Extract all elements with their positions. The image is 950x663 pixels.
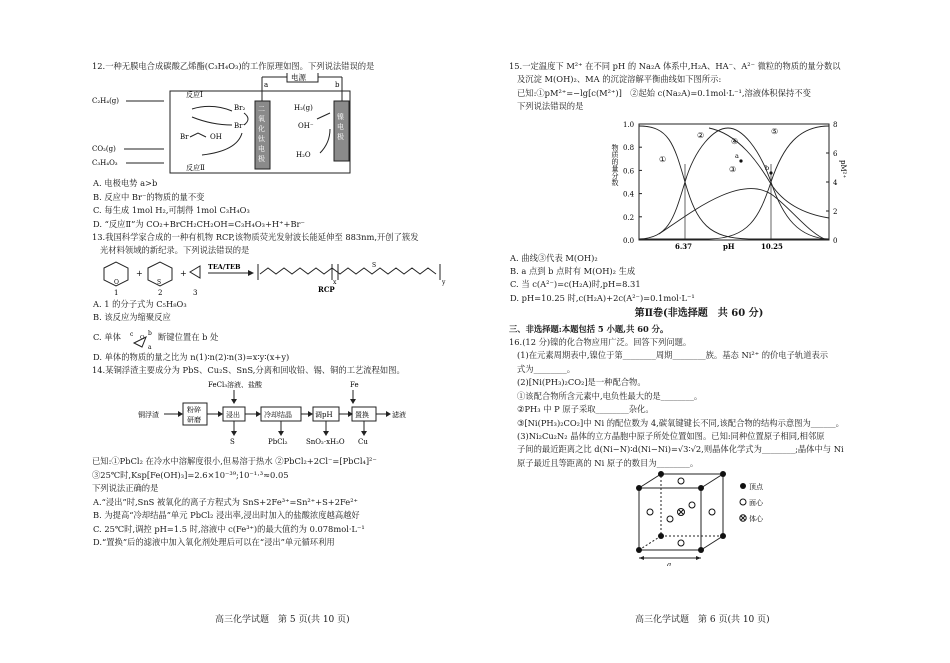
oh-label: OH: [210, 133, 222, 142]
x-tick-label: 10.25: [761, 241, 783, 251]
unit-cell: [509, 470, 889, 566]
section-title: 第Ⅱ卷(非选择题 共 60 分): [634, 308, 764, 320]
oh-ion-label: OH⁻: [298, 122, 314, 131]
mol1-number: 1: [114, 288, 119, 297]
part3-heading: 三、非选择题:本题包括 5 小题,共 60 分。: [509, 323, 669, 334]
q15-option-c: C. 当 c(A²⁻)=c(H₂A)时,pH=8.31: [510, 279, 641, 290]
q16-line-6: ②PH₃ 中 P 原子采取________杂化。: [517, 404, 654, 415]
svg-text:y: y: [442, 278, 446, 286]
q14-known-1: 已知:①PbCl₂ 在冷水中溶解度很小,但易溶于热水 ②PbCl₂+2Cl⁻=[PbCl₄]²⁻: [92, 456, 377, 467]
step-displace: 置换: [355, 411, 369, 420]
curve-label: ②: [697, 130, 705, 140]
y-right-axis-label: pM²⁺: [839, 159, 847, 178]
svg-text:S: S: [372, 261, 377, 269]
svg-text:O: O: [140, 334, 145, 341]
left-electrode-char: 电: [258, 145, 265, 154]
q16-line-9: 子间的最近距离之比 d(Ni−N)∶d(Ni−Ni)=√3∶√2,则晶体化学式为________;晶体中与 Ni: [517, 444, 844, 455]
svg-text:x: x: [333, 278, 337, 286]
unit-cell-figure: [509, 470, 889, 566]
rcp-label: RCP: [318, 284, 335, 294]
q15-known: 已知:①pM²⁺=−lg[c(M²⁺)] ②起始 c(Na₂A)=0.1mol·L⁻¹,溶液体积保持不变: [517, 87, 811, 98]
rcp-reaction-scheme: [92, 258, 470, 298]
q12-figure: [92, 73, 470, 177]
br-ion-label: Br⁻: [234, 122, 247, 131]
step-grind-2: 研磨: [187, 416, 201, 425]
x-axis-label: pH: [723, 241, 735, 251]
q14-option-c: C. 25℃时,调控 pH=1.5 时,溶液中 c(Fe³⁺)的最大值约为 0.078mol·L⁻¹: [93, 523, 365, 534]
curve-label: ⑤: [771, 126, 779, 136]
y-right-tick-label: 6: [833, 149, 838, 158]
svg-text:+: +: [136, 268, 143, 278]
electrolysis-diagram: [92, 73, 470, 177]
y-tick-label: 1.0: [623, 120, 635, 129]
q13-stem-2: 光材料领域的新纪录。下列说法错误的是: [100, 245, 250, 256]
q12-option-b: B. 反应中 Br⁻的物质的量不变: [93, 191, 205, 202]
mol3-number: 3: [193, 288, 198, 297]
right-page: [475, 0, 950, 663]
cell-edge-label: a: [667, 561, 672, 567]
distribution-chart: [509, 114, 889, 252]
point-label: b: [765, 163, 770, 172]
q16-line-8: (3)Ni₂Cu₂N₂ 晶体的立方晶胞中原子所处位置如图。已知:同种位置原子相同,相邻原: [517, 430, 825, 441]
h2o-label: H₂O: [296, 151, 311, 160]
y-right-tick-label: 4: [833, 178, 838, 187]
right-electrode-char: 电: [337, 123, 344, 132]
point-b: [769, 171, 772, 174]
step-ph: 调pH: [315, 411, 333, 420]
svg-text:+: +: [180, 268, 187, 278]
q15-option-a: A. 曲线③代表 M(OH)₂: [510, 252, 598, 263]
curve-label: ①: [659, 154, 667, 164]
y-right-tick-label: 0: [833, 236, 838, 245]
x-tick-label: 6.37: [675, 241, 693, 251]
y-right-tick-label: 8: [833, 120, 838, 129]
q16-line-4: (2)[Ni(PH₃)₂CO₂]是一种配合物。: [517, 377, 646, 388]
reaction2-label: 反应Ⅱ: [186, 164, 205, 173]
right-electrode-char: 镍: [337, 113, 344, 122]
output-sno2: SnO₂·xH₂O: [306, 438, 345, 447]
left-footer: 高三化学试题 第 5 页(共 10 页): [215, 615, 350, 625]
y-tick-label: 0.6: [623, 167, 635, 176]
right-electrode-char: 极: [337, 133, 344, 142]
mol2-number: 2: [158, 288, 163, 297]
legend-body: 体心: [749, 515, 763, 524]
q16-line-3: 式为________。: [517, 363, 576, 374]
output-cu: Cu: [358, 438, 368, 447]
q12-option-a: A. 电极电势 a>b: [93, 178, 158, 189]
q12-option-c: C. 每生成 1mol H₂,可制得 1mol C₃H₄O₃: [93, 205, 250, 216]
q14-known-2: ③25℃时,Ksp[Fe(OH)₃]=2.6×10⁻³⁹;10⁻¹·³≈0.05: [92, 469, 289, 480]
left-column: [92, 60, 470, 549]
svg-text:a: a: [148, 343, 152, 351]
q15-stem-2: 及沉淀 M(OH)₂、MA 的沉淀溶解平衡曲线如下图所示:: [517, 74, 722, 85]
terminal-b: b: [335, 81, 340, 90]
process-flow: [92, 377, 470, 455]
q16-line-2: (1)在元素周期表中,镍位于第________周期________族。基态 Ni²⁺ 的价电子轨道表示: [517, 350, 829, 361]
curve-3: [659, 188, 827, 239]
y-tick-label: 0.8: [623, 143, 635, 152]
q12-option-d: D. “反应Ⅱ”为 CO₂+BrCH₂CH₂OH=C₃H₄O₃+H⁺+Br⁻: [93, 218, 305, 229]
q14-stem: 14.某铜浮渣主要成分为 PbS、Cu₂S、SnS,分离和回收铅、锡、铜的工艺流程如图。: [92, 365, 405, 376]
reagent-fecl3: FeCl₃溶液、盐酸: [208, 381, 263, 390]
left-electrode-char: 钛: [258, 135, 265, 144]
y-tick-label: 0.0: [623, 236, 635, 245]
step-crystallize: 冷却结晶: [264, 411, 292, 420]
q13-figure: [92, 258, 470, 298]
svg-text:S: S: [157, 278, 162, 286]
legend-face: 面心: [749, 499, 763, 508]
q16-line-10: 原子最近且等距离的 Ni 原子的数目为________。: [517, 457, 699, 468]
point-label: a: [735, 151, 739, 160]
reaction1-label: 反应Ⅰ: [186, 91, 203, 100]
flow-start: 铜浮渣: [138, 411, 159, 420]
q14-option-b: B. 为提高“冷却结晶”单元 PbCl₂ 浸出率,浸出时加入的盐酸浓度越高越好: [93, 510, 360, 521]
product-label: C₃H₄O₃: [92, 159, 118, 168]
curve-label: ③: [729, 164, 737, 174]
q15-chart: [509, 114, 889, 252]
q15-option-d: D. pH=10.25 时,c(H₂A)+2c(A²⁻)=0.1mol·L⁻¹: [510, 292, 695, 303]
q15-stem-1: 15.一定温度下 M²⁺ 在不同 pH 的 Na₂A 体系中,H₂A、HA⁻、A²⁻ 微粒的物质的量分数以: [509, 61, 841, 71]
br2-label: Br₂: [234, 104, 246, 113]
co2-label: CO₂(g): [92, 145, 116, 154]
q14-option-a: A.“浸出”时,SnS 被氧化的离子方程式为 SnS+2Fe³⁺=Sn²⁺+S+2Fe²⁺: [93, 496, 358, 507]
right-column: [509, 60, 889, 566]
svg-text:b: b: [148, 329, 152, 337]
q13-option-b: B. 该反应为缩聚反应: [93, 312, 171, 323]
condition-label: TEA/TEB: [208, 262, 241, 271]
y-tick-label: 0.2: [623, 213, 635, 222]
monomer-structure: [128, 325, 158, 351]
curve-5: [709, 128, 829, 218]
br-label: Br: [180, 133, 189, 142]
q16-line-5: ①该配合物所含元素中,电负性最大的是________。: [517, 390, 703, 401]
point-a: [739, 159, 742, 162]
q16-line-1: 16.(12 分)镍的化合物应用广泛。回答下列问题。: [509, 337, 692, 348]
q16-line-7: ③[Ni(PH₃)₂CO₂]中 Ni 的配位数为 4,碳氧键键长不同,该配合物的结构示意图为______。: [517, 417, 844, 428]
q15-ask: 下列说法错误的是: [517, 101, 584, 112]
q14-flowchart: [92, 377, 470, 455]
left-electrode-char: 氧: [258, 115, 265, 124]
right-footer: 高三化学试题 第 6 页(共 10 页): [635, 615, 770, 625]
q14-ask: 下列说法正确的是: [92, 483, 159, 494]
reagent-fe: Fe: [350, 381, 359, 390]
right-electrode: [334, 101, 349, 161]
y-tick-label: 0.4: [623, 190, 635, 199]
step-leach: 浸出: [226, 411, 240, 420]
y-axis-label: 物质的量分数: [611, 143, 619, 186]
output-pbcl2: PbCl₂: [268, 438, 288, 447]
c2h4-label: C₂H₄(g): [92, 97, 120, 106]
q15-option-b: B. a 点到 b 点时有 M(OH)₂ 生成: [510, 266, 636, 277]
power-label: 电源: [291, 73, 306, 83]
q13-option-c: C. 单体 c b a O 断键位置在 b 处: [92, 325, 470, 351]
legend-vertex: 顶点: [749, 483, 763, 492]
q12-stem: 12.一种无膜电合成碳酸乙烯酯(C₃H₄O₃)的工作原理如图。下列说法错误的是: [92, 61, 375, 71]
q13-stem-1: 13.我国科学家合成的一种有机物 RCP,该物质荧光发射波长能延伸至 883nm,开创了簇发: [92, 232, 419, 243]
step-grind-1: 粉碎: [187, 406, 201, 415]
svg-text:c: c: [130, 330, 134, 338]
curve-label: ④: [731, 136, 739, 146]
y-right-tick-label: 2: [833, 207, 838, 216]
terminal-a: a: [264, 81, 269, 90]
svg-text:O: O: [114, 278, 119, 286]
q14-option-d: D.“置换”后的滤液中加入氧化剂处理后可以在“浸出”单元循环利用: [93, 536, 335, 547]
h2-label: H₂(g): [294, 104, 313, 113]
left-electrode-char: 极: [258, 155, 265, 164]
flow-end: 滤液: [392, 411, 406, 420]
q13-option-a: A. 1 的分子式为 C₅H₈O₃: [93, 298, 187, 309]
left-electrode-char: 化: [258, 125, 265, 134]
left-electrode-char: 二: [258, 105, 265, 114]
q13-option-d: D. 单体的物质的量之比为 n(1)∶n(2)∶n(3)=x∶y∶(x+y): [93, 351, 290, 362]
output-s: S: [230, 438, 235, 447]
